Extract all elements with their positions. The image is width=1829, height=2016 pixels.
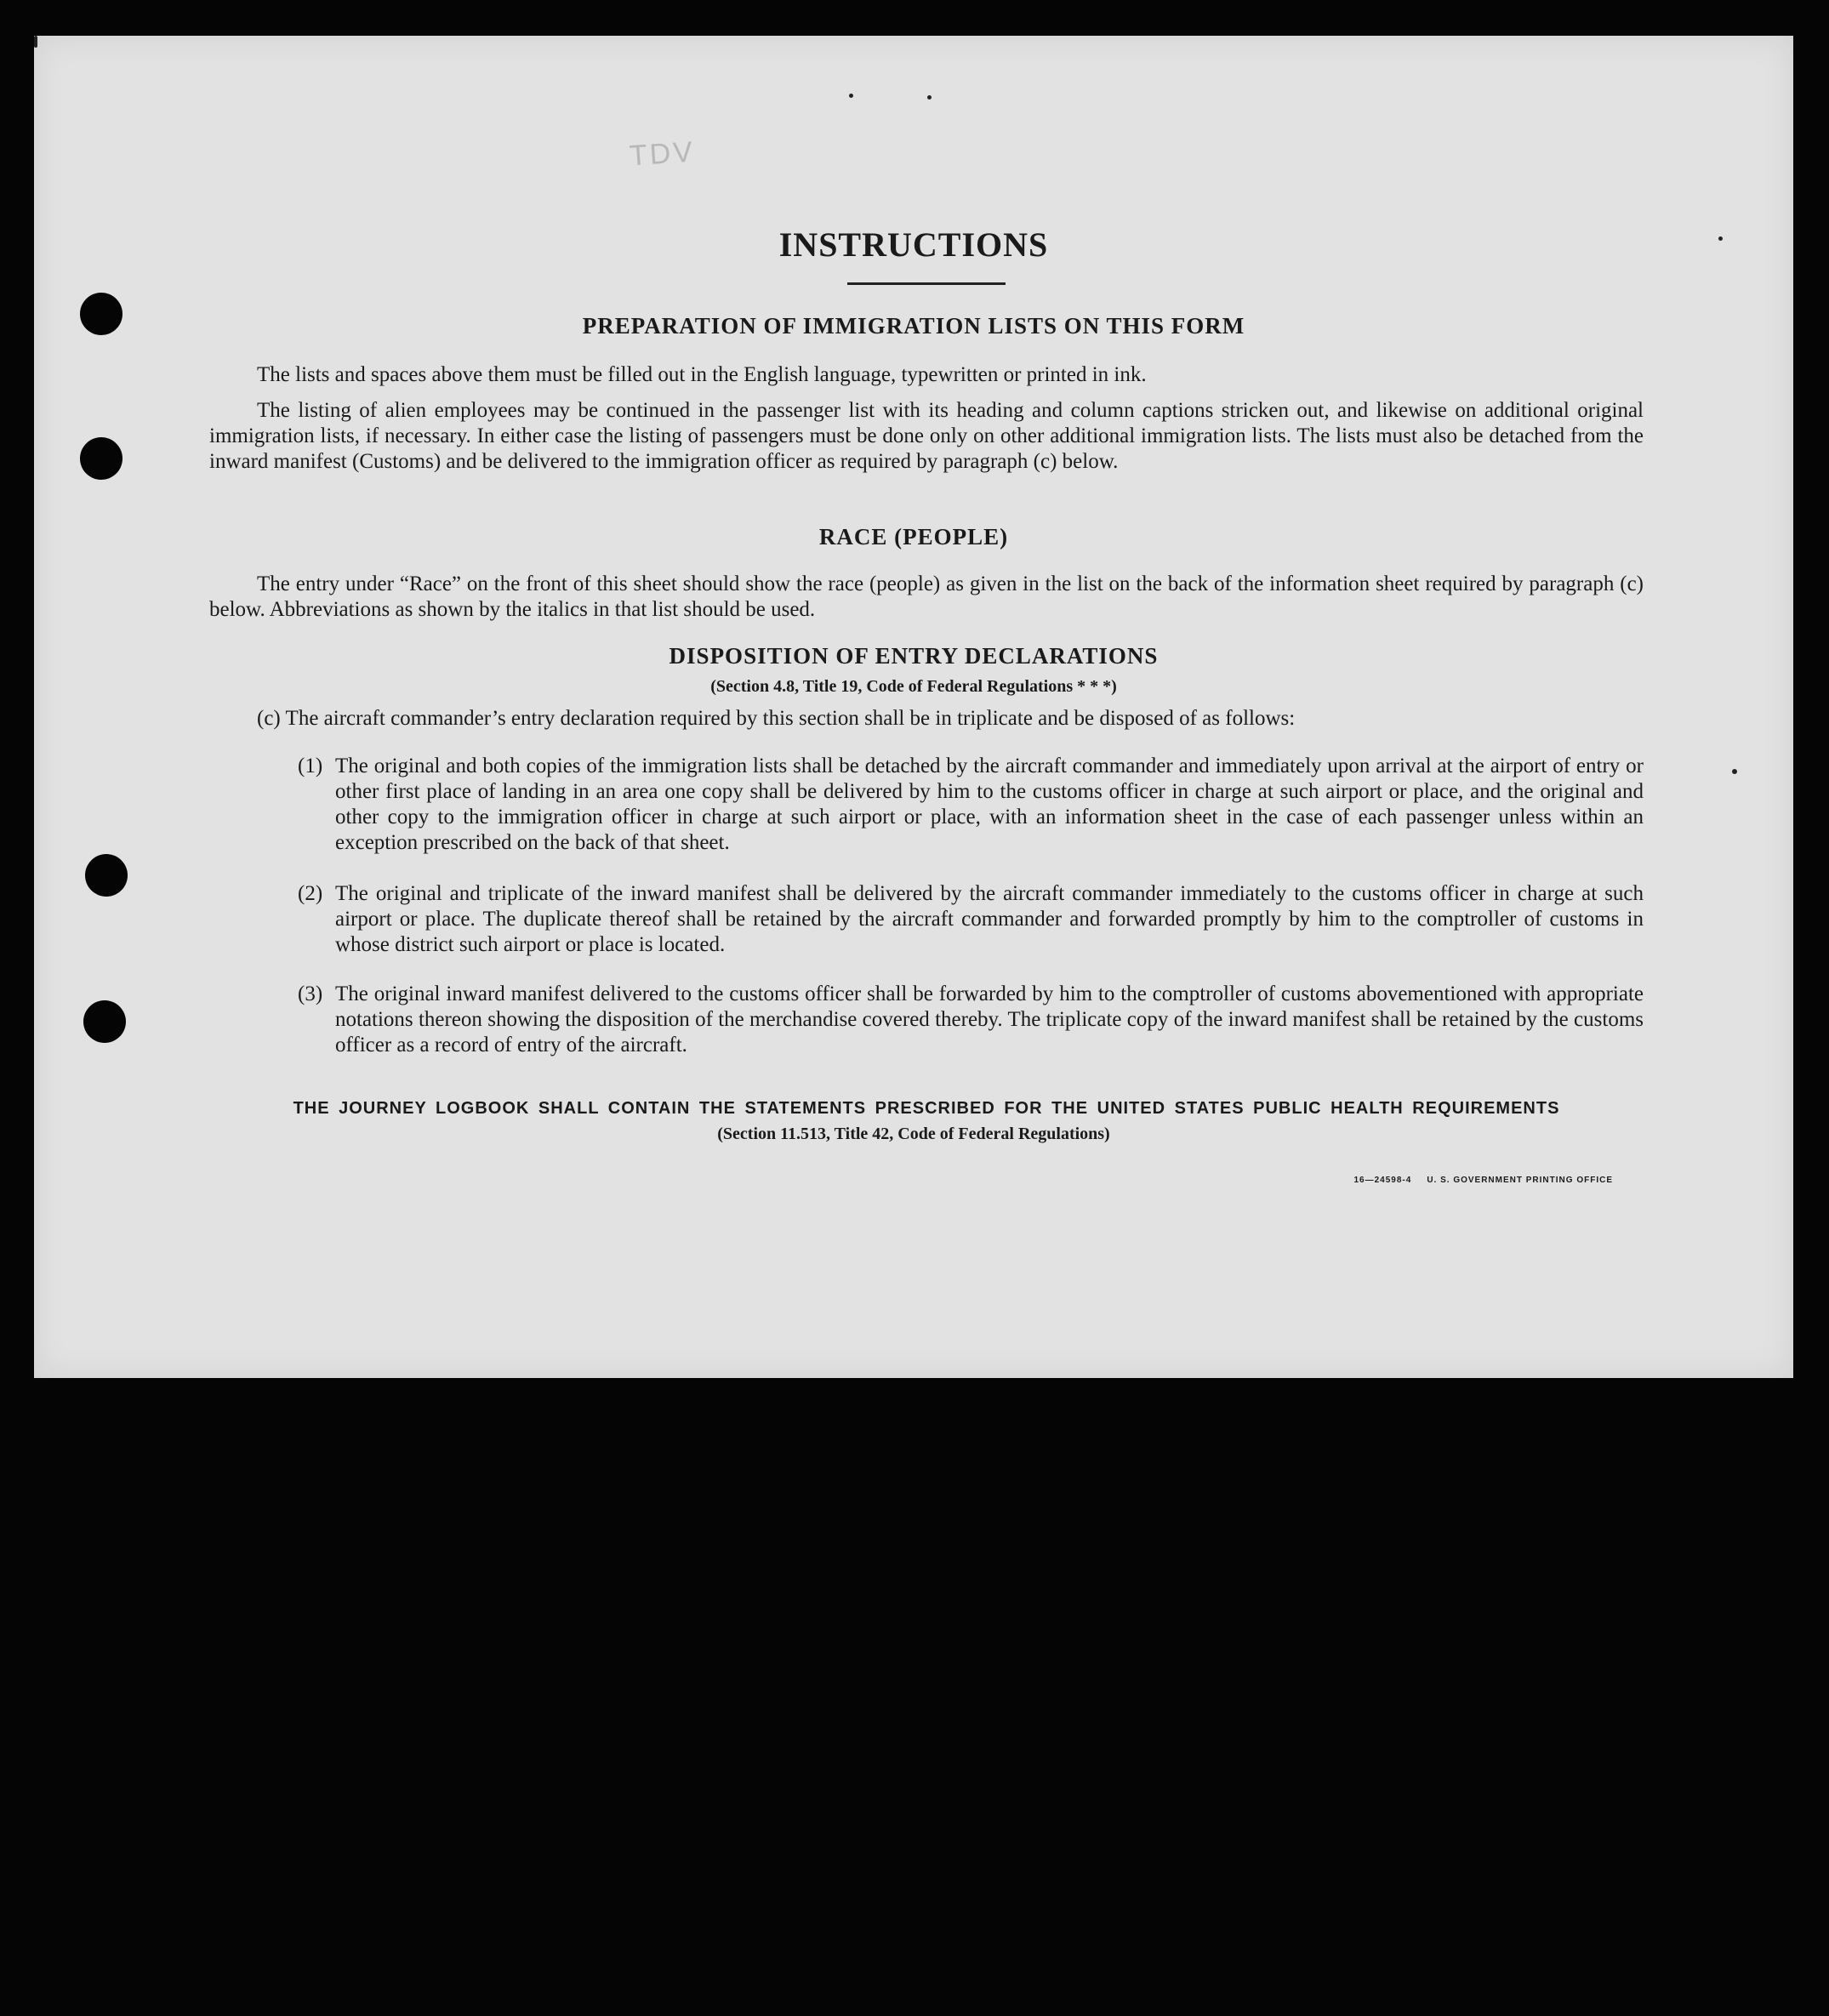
citation-disposition: (Section 4.8, Title 19, Code of Federal Regulations * * *) <box>710 677 1117 696</box>
list-item-number: (2) <box>298 882 323 905</box>
footer-statement: THE JOURNEY LOGBOOK SHALL CONTAIN THE STATEMENTS PRESCRIBED FOR THE UNITED STATES PUBLIC HEALTH REQUIREMENTS <box>293 1099 1560 1118</box>
list-item-text: The original inward manifest delivered to the customs officer shall be forwarded by him to the comptroller of customs abovementioned with appropriate notations thereon showing the disposition of the merchandise covered thereby. The triplicate copy of the inward manifest shall be retained by the customs officer as a record of entry of the aircraft. <box>335 982 1644 1056</box>
list-item <box>298 881 1644 958</box>
printing-office-imprint <box>1353 1176 1613 1185</box>
punch-hole <box>85 854 128 897</box>
list-item-text: The original and triplicate of the inward manifest shall be delivered by the aircraft commander immediately to the customs officer in charge at such airport or place. The duplicate thereof shall be retained by the aircraft commander and forwarded promptly by him to the comptroller of customs in whose district such airport or place is located. <box>335 882 1644 956</box>
paragraph-race: The entry under “Race” on the front of this sheet should show the race (people) as given in the list on the back of the information sheet required by paragraph (c) below. Abbreviations as shown by the italics in that list should be used. <box>209 572 1644 621</box>
punch-hole <box>80 437 123 480</box>
heading-preparation: PREPARATION OF IMMIGRATION LISTS ON THIS FORM <box>582 313 1245 339</box>
paragraph-disposition-intro: (c) The aircraft commander’s entry declaration required by this section shall be in triplicate and be disposed of as follows: <box>257 707 1296 730</box>
speck <box>849 94 853 98</box>
paragraph-preparation-1: The lists and spaces above them must be filled out in the English language, typewritten or printed in ink. <box>257 363 1147 386</box>
heading-race: RACE (PEOPLE) <box>818 524 1009 550</box>
heading-disposition: DISPOSITION OF ENTRY DECLARATIONS <box>669 643 1159 669</box>
document-sheet <box>34 36 1793 1378</box>
print-code: 16—24598-4 <box>1353 1176 1412 1185</box>
speck <box>927 95 932 100</box>
footer-citation: (Section 11.513, Title 42, Code of Federal Regulations) <box>717 1125 1110 1143</box>
list-item <box>298 754 1644 856</box>
printer-name: U. S. GOVERNMENT PRINTING OFFICE <box>1427 1176 1613 1185</box>
page-title: INSTRUCTIONS <box>778 225 1049 264</box>
speck <box>1732 769 1737 774</box>
speck <box>34 36 37 48</box>
list-item-text: The original and both copies of the immigration lists shall be detached by the aircraft commander and immediately upon arrival at the airport of entry or other first place of landing in an area one copy shall be delivered by him to the customs officer in charge at such airport or place, and the original and other copy to the immigration officer in charge at such airport or place, with an information sheet in the case of each passenger unless within an exception prescribed on the back of that sheet. <box>335 755 1644 854</box>
list-item-number: (3) <box>298 982 323 1005</box>
list-item-number: (1) <box>298 755 323 777</box>
paragraph-preparation-2: The listing of alien employees may be continued in the passenger list with its heading and column captions stricken out, and likewise on additional original immigration lists, if necessary. In either case the listing of passengers must be done only on other additional immigration lists. The lists must also be detached from the inward manifest (Customs) and be delivered to the immigration officer as required by paragraph (c) below. <box>209 399 1644 473</box>
list-item <box>298 982 1644 1058</box>
punch-hole <box>83 1000 126 1043</box>
title-underline <box>847 282 1006 285</box>
faint-handwriting: TDV <box>628 135 697 173</box>
